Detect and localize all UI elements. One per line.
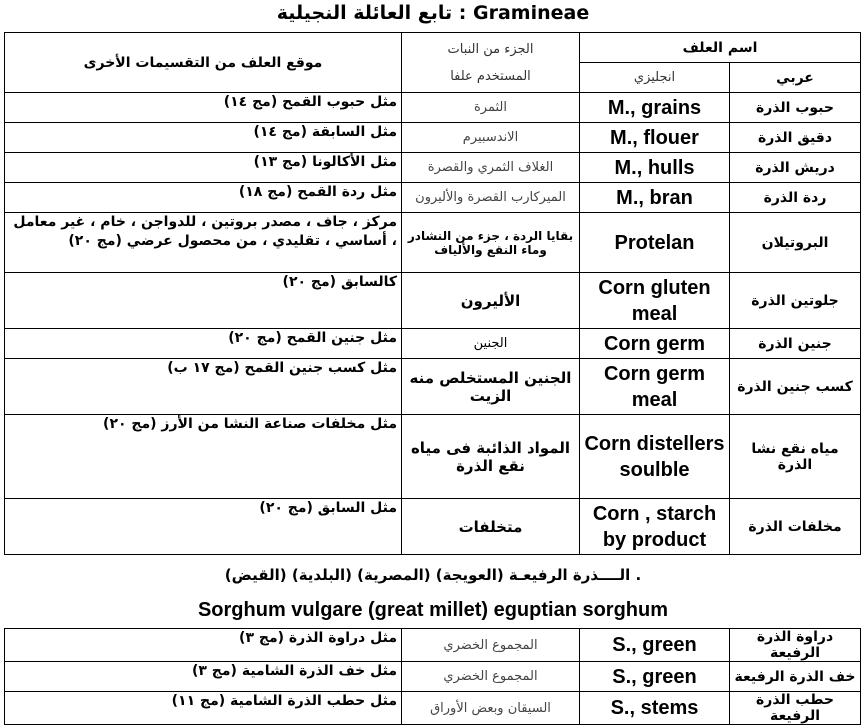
english-cell: M., hulls — [580, 153, 730, 183]
arabic-cell: مياه نقع نشا الذرة — [730, 415, 861, 499]
english-cell: Protelan — [580, 213, 730, 273]
header-english: انجليزي — [580, 63, 730, 93]
sorghum-title: Sorghum vulgare (great millet) eguptian sorghum — [197, 599, 669, 621]
english-cell: Corn , starch by product — [580, 499, 730, 555]
location-cell: مثل خف الذرة الشامية (مج ٣) — [5, 662, 402, 692]
arabic-cell: البروتيلان — [730, 213, 861, 273]
table-row — [5, 692, 861, 725]
header-plant-part-line2: المستخدم علفا — [450, 68, 531, 84]
part-cell: متخلفات — [402, 499, 580, 555]
location-cell: مثل ردة القمح (مج ١٨) — [5, 183, 402, 213]
table-row — [5, 183, 861, 213]
part-cell: الأليرون — [402, 273, 580, 329]
table-row — [5, 629, 861, 662]
part-cell: المجموع الخضري — [402, 629, 580, 662]
location-cell: مثل السابق (مج ٢٠) — [5, 499, 402, 555]
english-cell: M., flouer — [580, 123, 730, 153]
location-cell: مثل حطب الذرة الشامية (مج ١١) — [5, 692, 402, 725]
table-row — [5, 93, 861, 123]
arabic-cell: دراوة الذرة الرفيعة — [730, 629, 861, 662]
table-row — [5, 662, 861, 692]
arabic-cell: دريش الذرة — [730, 153, 861, 183]
feed-table — [4, 32, 861, 555]
english-cell: Corn gluten meal — [580, 273, 730, 329]
header-plant-part — [402, 33, 580, 93]
table-row — [5, 273, 861, 329]
part-cell: الثمرة — [402, 93, 580, 123]
table-row — [5, 213, 861, 273]
arabic-cell: كسب جنين الذرة — [730, 359, 861, 415]
part-cell: بقايا الردة ، جزء من النشادر وماء النقع والألياف — [402, 213, 580, 273]
header-plant-part-line1: الجزء من النبات — [447, 41, 534, 57]
location-cell: مثل مخلفات صناعة النشا من الأرز (مج ٢٠) — [5, 415, 402, 499]
part-cell: الغلاف الثمري والقصرة — [402, 153, 580, 183]
location-cell: مثل كسب جنين القمح (مج ١٧ ب) — [5, 359, 402, 415]
table-row — [5, 153, 861, 183]
arabic-cell: حبوب الذرة — [730, 93, 861, 123]
arabic-cell: جلوتين الذرة — [730, 273, 861, 329]
sorghum-note: . الــــذرة الرفيعـة (العويجة) (المصرية) (البلدية) (القيض) — [224, 566, 642, 584]
location-cell: مثل السابقة (مج ١٤) — [5, 123, 402, 153]
header-arabic: عربي — [730, 63, 861, 93]
english-cell: Corn germ — [580, 329, 730, 359]
table-row — [5, 415, 861, 499]
part-cell: الاندسبيرم — [402, 123, 580, 153]
location-cell: مثل جنين القمح (مج ٢٠) — [5, 329, 402, 359]
english-cell: Corn distellers soulble — [580, 415, 730, 499]
part-cell: السيقان وبعض الأوراق — [402, 692, 580, 725]
location-cell: مثل حبوب القمح (مج ١٤) — [5, 93, 402, 123]
part-cell: المواد الذائبة فى مياه نقع الذرة — [402, 415, 580, 499]
english-cell: S., green — [580, 662, 730, 692]
arabic-cell: خف الذرة الرفيعة — [730, 662, 861, 692]
location-cell: كالسابق (مج ٢٠) — [5, 273, 402, 329]
arabic-cell: دقيق الذرة — [730, 123, 861, 153]
sorghum-table — [4, 628, 861, 725]
part-cell: المجموع الخضري — [402, 662, 580, 692]
arabic-cell: حطب الذرة الرفيعة — [730, 692, 861, 725]
part-cell: الجنين — [402, 329, 580, 359]
header-feed-name: اسم العلف — [580, 33, 861, 63]
table-row — [5, 359, 861, 415]
location-cell: مركز ، جاف ، مصدر بروتين ، للدواجن ، خام ، غير معامل ، أساسي ، تقليدي ، من محصول عرضي (مج ٢٠) — [5, 213, 402, 273]
english-cell: M., bran — [580, 183, 730, 213]
location-cell: مثل دراوة الذرة (مج ٣) — [5, 629, 402, 662]
table-row — [5, 329, 861, 359]
english-cell: M., grains — [580, 93, 730, 123]
page-title: تابع العائلة النجيلية : Gramineae — [276, 2, 590, 24]
part-cell: الميركارب القصرة والأليرون — [402, 183, 580, 213]
english-cell: Corn germ meal — [580, 359, 730, 415]
english-cell: S., green — [580, 629, 730, 662]
part-cell: الجنين المستخلص منه الزيت — [402, 359, 580, 415]
arabic-cell: مخلفات الذرة — [730, 499, 861, 555]
header-location: موقع العلف من التقسيمات الأخرى — [5, 33, 402, 93]
table-row — [5, 499, 861, 555]
arabic-cell: ردة الذرة — [730, 183, 861, 213]
arabic-cell: جنين الذرة — [730, 329, 861, 359]
english-cell: S., stems — [580, 692, 730, 725]
location-cell: مثل الأكالونا (مج ١٣) — [5, 153, 402, 183]
table-row — [5, 123, 861, 153]
